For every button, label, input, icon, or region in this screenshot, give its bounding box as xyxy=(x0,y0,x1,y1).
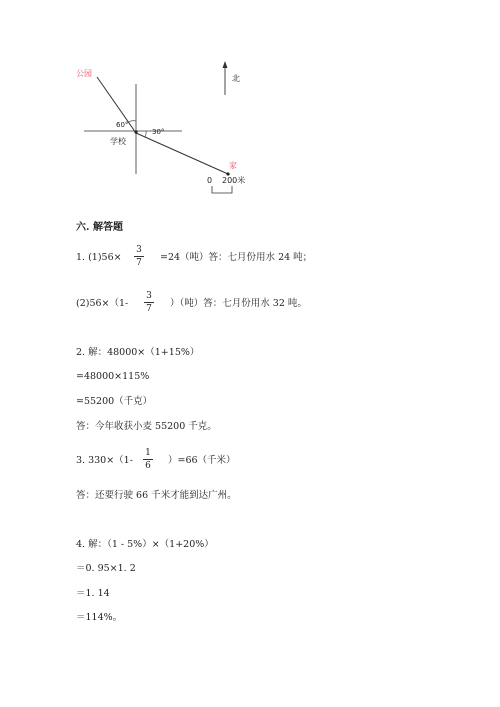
fraction-denominator: 7 xyxy=(136,258,142,268)
q1-line1-prefix: 1. (1)56× xyxy=(76,252,122,263)
fraction-bar xyxy=(143,459,153,460)
north-label: 北 xyxy=(232,74,240,83)
q4-line2: ＝0. 95×1. 2 xyxy=(76,563,136,574)
fraction-denominator: 7 xyxy=(146,304,152,314)
fraction-bar xyxy=(144,302,154,303)
school-label: 学校 xyxy=(110,137,126,146)
q2-line3: =55200（千克） xyxy=(76,396,153,407)
q1-line1-suffix: =24（吨）答：七月份用水 24 吨； xyxy=(160,252,313,263)
angle-arc-60 xyxy=(128,121,136,122)
q1-line2-fraction xyxy=(143,291,155,314)
q1-line2-suffix: ）（吨）答：七月份用水 32 吨。 xyxy=(170,298,307,309)
q4-line1: 4. 解：（1 - 5%）×（1+20%） xyxy=(76,539,214,550)
home-label: 家 xyxy=(229,161,237,170)
q2-line1: 2. 解：48000×（1+15%） xyxy=(76,347,200,358)
scale-zero-label: 0 xyxy=(207,176,213,185)
q3-line1-fraction xyxy=(142,448,154,471)
north-arrow-icon xyxy=(223,61,228,68)
scale-bar xyxy=(212,186,232,193)
section-title: 六. 解答题 xyxy=(76,222,123,233)
school-home-route xyxy=(136,133,228,174)
park-label: 公园 xyxy=(76,69,92,78)
q4-line4: ＝114%。 xyxy=(76,612,123,623)
q3-line1-suffix: ）=66（千米） xyxy=(168,455,236,466)
angle-60-label: 60° xyxy=(116,121,129,129)
q1-line1-fraction xyxy=(133,245,145,268)
q3-line1-prefix: 3. 330×（1- xyxy=(76,455,133,466)
fraction-denominator: 6 xyxy=(145,461,151,471)
scale-distance-label: 200米 xyxy=(222,176,246,185)
fraction-numerator: 3 xyxy=(136,245,142,255)
q2-line4: 答：今年收获小麦 55200 千克。 xyxy=(76,421,217,432)
route-map-diagram xyxy=(0,0,500,200)
q3-line2: 答：还要行驶 66 千米才能到达广州。 xyxy=(76,490,237,501)
angle-30-label: 30° xyxy=(152,128,165,136)
q1-line2-prefix: (2)56×（1- xyxy=(76,298,129,309)
q4-line3: ＝1. 14 xyxy=(76,588,110,599)
q2-line2: =48000×115% xyxy=(76,371,150,382)
fraction-numerator: 3 xyxy=(146,291,152,301)
fraction-bar xyxy=(134,256,144,257)
fraction-numerator: 1 xyxy=(145,448,151,458)
angle-arc-30 xyxy=(145,131,146,137)
school-point xyxy=(134,130,137,133)
